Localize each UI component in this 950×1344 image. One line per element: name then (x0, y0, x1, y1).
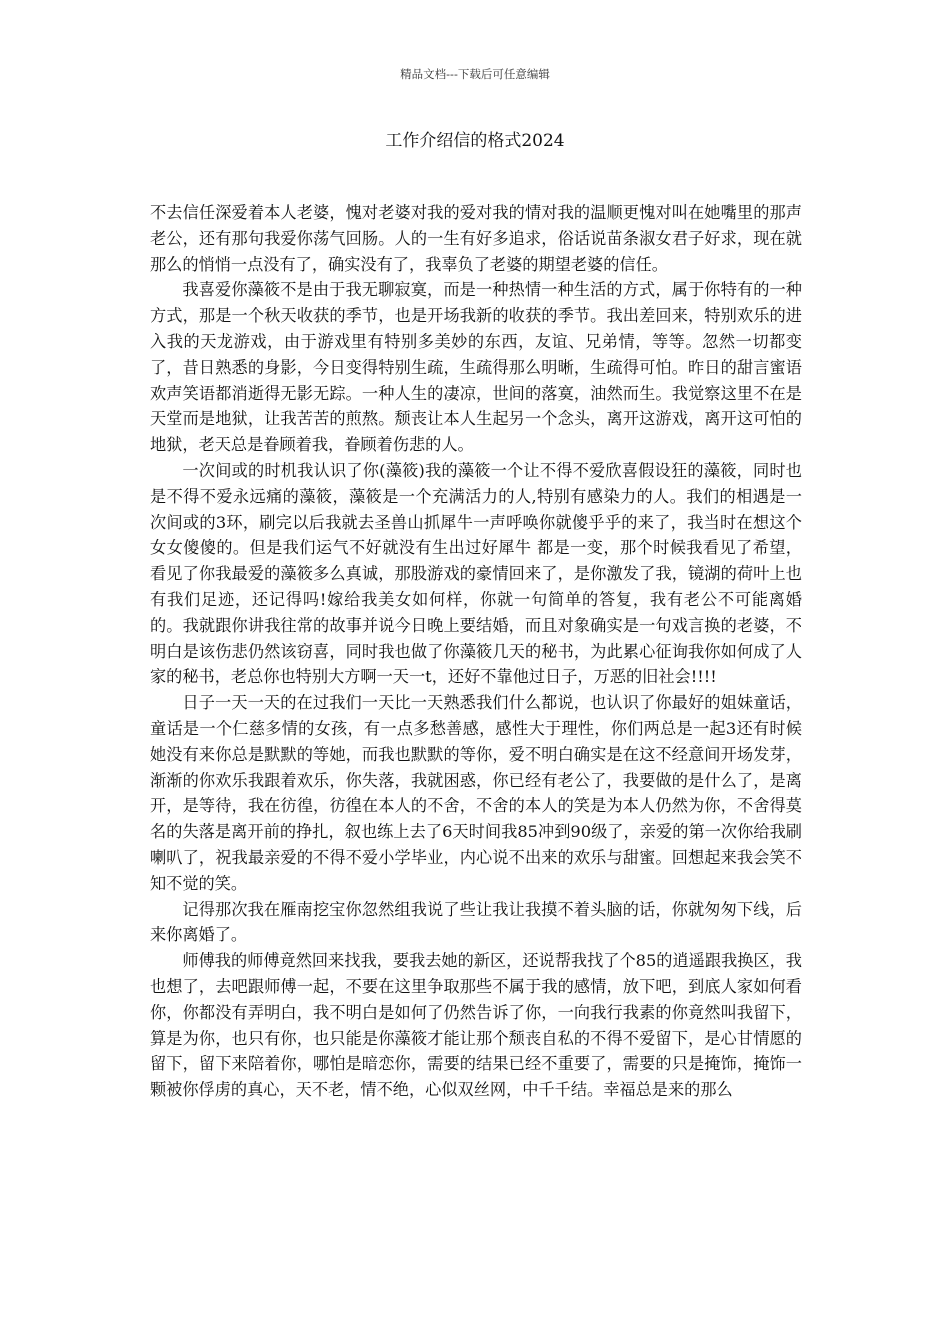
body-paragraph: 记得那次我在雁南挖宝你忽然组我说了些让我让我摸不着头脑的话，你就匆匆下线，后来你离婚了。 (150, 899, 802, 945)
body-paragraph: 师傅我的师傅竟然回来找我，要我去她的新区，还说帮我找了个85的逍遥跟我换区，我也想了，去吧跟师傅一起，不要在这里争取那些不属于我的感情，放下吧，到底人家如何看你，你都没有弄明白，我不明白是如何了仍然告诉了你，一向我行我素的你竟然叫我留下，算是为你，也只有你，也只能是你藻筱才能让那个颓丧自私的不得不爱留下，是心甘情愿的留下，留下来陪着你，哪怕是暗恋你，需要的结果已经不重要了，需要的只是掩饰，掩饰一颗被你俘虏的真心，天不老，情不绝，心似双丝网，中千千结。幸福总是来的那么 (150, 951, 802, 1100)
body-paragraph: 不去信任深爱着本人老婆，愧对老婆对我的爱对我的情对我的温顺更愧对叫在她嘴里的那声老公，还有那句我爱你荡气回肠。人的一生有好多追求，俗话说苗条淑女君子好求，现在就那么的悄悄一点没有了，确实没有了，我辜负了老婆的期望老婆的信任。 (150, 203, 802, 274)
document-body (150, 200, 802, 1103)
body-paragraph: 日子一天一天的在过我们一天比一天熟悉我们什么都说，也认识了你最好的姐妹童话，童话是一个仁慈多情的女孩，有一点多愁善感，感性大于理性，你们两总是一起3还有时候她没有来你总是默默的等她，而我也默默的等你，爱不明白确实是在这不经意间开场发芽，渐渐的你欢乐我跟着欢乐，你失落，我就困惑，你已经有老公了，我要做的是什么了，是离开，是等待，我在彷徨，彷徨在本人的不舍，不舍的本人的笑是为本人仍然为你，不舍得莫名的失落是离开前的挣扎，叙也练上去了6天时间我85冲到90级了，亲爱的第一次你给我刷喇叭了，祝我最亲爱的不得不爱小学毕业，内心说不出来的欢乐与甜蜜。回想起来我会笑不知不觉的笑。 (150, 693, 802, 893)
document-title: 工作介绍信的格式2024 (385, 131, 565, 151)
body-paragraph: 一次间或的时机我认识了你(藻筱)我的藻筱一个让不得不爱欣喜假设狂的藻筱，同时也是不得不爱永远痛的藻筱，藻筱是一个充满活力的人,特别有感染力的人。我们的相遇是一次间或的3环，刷完以后我就去圣兽山抓犀牛一声呼唤你就傻乎乎的来了，我当时在想这个女女傻傻的。但是我们运气不好就没有生出过好犀牛 都是一变，那个时候我看见了希望，看见了你我最爱的藻筱多么真诚，那股游戏的豪情回来了，是你激发了我，镜湖的荷叶上也有我们足迹，还记得吗!嫁给我美女如何样，你就一句简单的答复，我有老公不可能离婚的。我就跟你讲我往常的故事并说今日晚上要结婚，而且对象确实是一句戏言换的老婆，不明白是该伤悲仍然该窃喜，同时我也做了你藻筱几天的秘书，为此累心征询我你如何成了人家的秘书，老总你也特别大方啊一天一t，还好不靠他过日子，万恶的旧社会!!!! (150, 460, 802, 687)
header-note: 精品文档---下载后可任意编辑 (400, 67, 550, 81)
body-paragraph: 我喜爱你藻筱不是由于我无聊寂寞，而是一种热情一种生活的方式，属于你特有的一种方式，那是一个秋天收获的季节，也是开场我新的收获的季节。我出差回来，特别欢乐的进入我的天龙游戏，由于游戏里有特别多美妙的东西，友谊、兄弟情，等等。忽然一切都变了，昔日熟悉的身影，今日变得特别生疏，生疏得那么明晰，生疏得可怕。昨日的甜言蜜语欢声笑语都消逝得无影无踪。一种人生的凄凉，世间的落寞，油然而生。我觉察这里不在是天堂而是地狱，让我苦苦的煎熬。颓丧让本人生起另一个念头，离开这游戏，离开这可怕的地狱，老天总是眷顾着我，眷顾着伤悲的人。 (150, 280, 802, 455)
